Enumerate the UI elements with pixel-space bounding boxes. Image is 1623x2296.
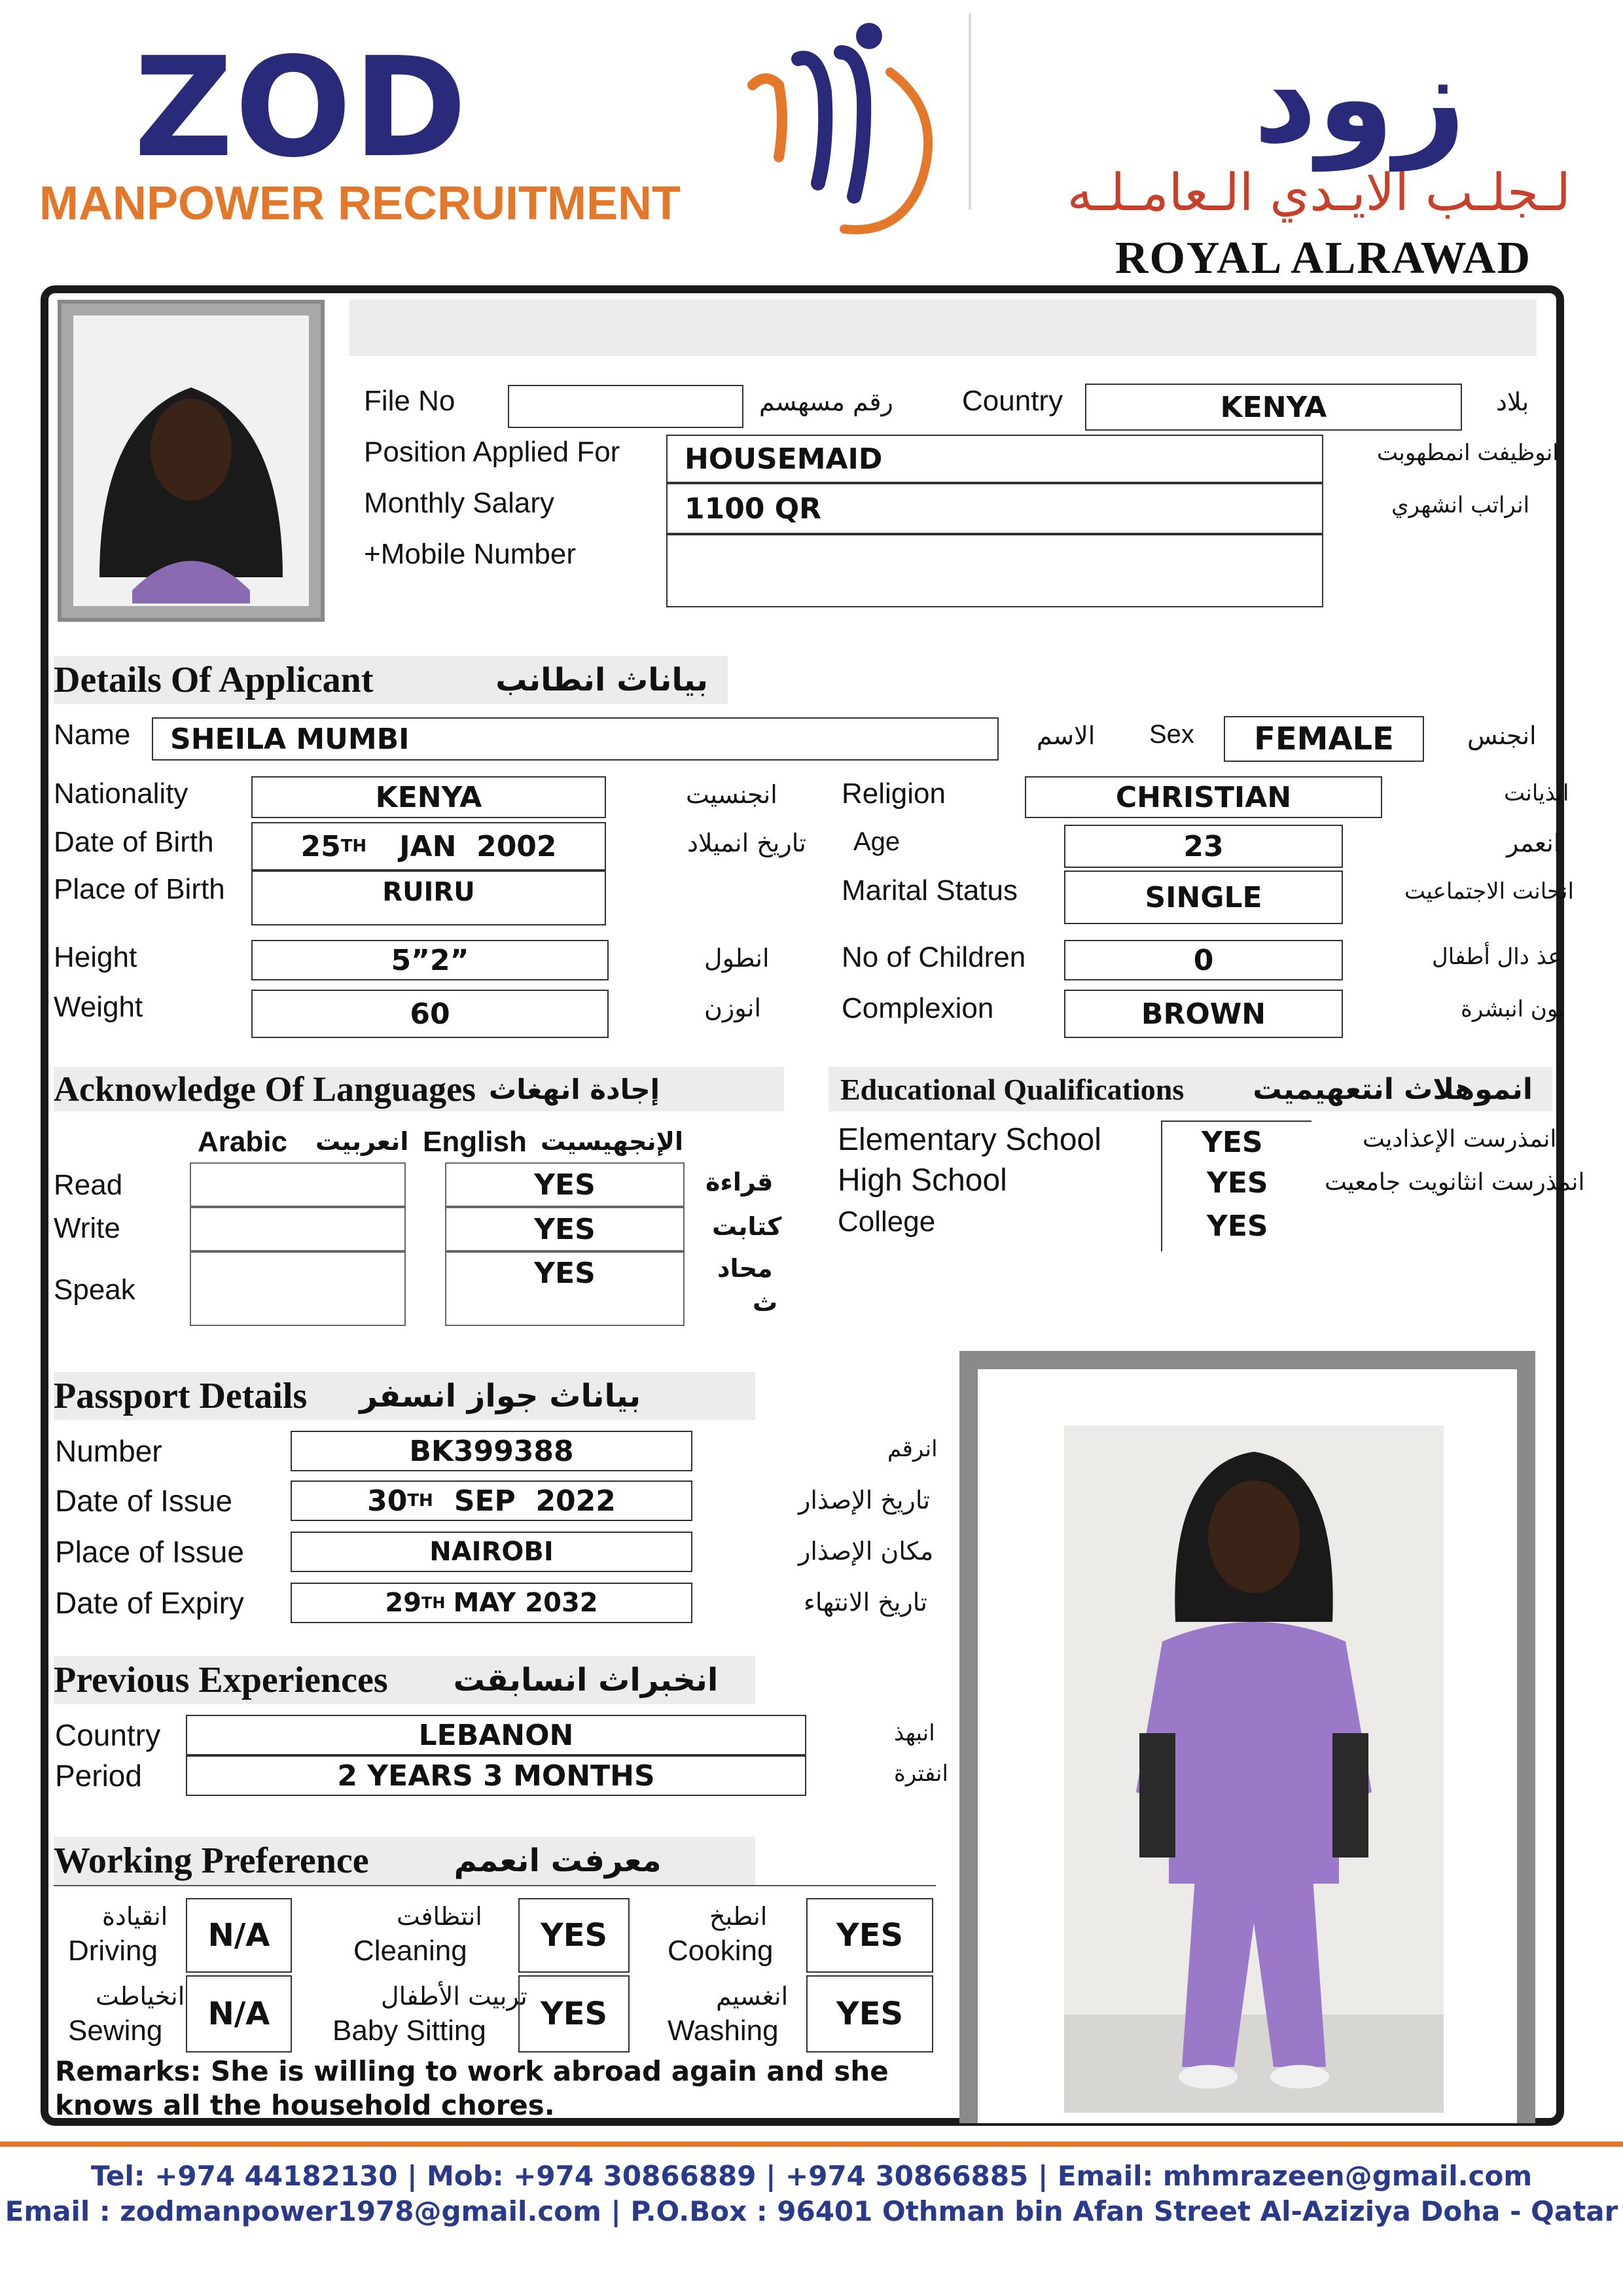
mobile-label: +Mobile Number bbox=[364, 538, 577, 570]
cleaning-value: YES bbox=[518, 1898, 630, 1973]
passport-issue-label: Date of Issue bbox=[55, 1484, 233, 1518]
driving-ar: انقيادة bbox=[102, 1902, 168, 1931]
dob-field bbox=[251, 822, 606, 870]
write-ar: كتابت bbox=[712, 1212, 782, 1241]
section-languages-title: Acknowledge Of Languages bbox=[54, 1069, 476, 1109]
section-applicant-title-ar: بياناث انطانب bbox=[495, 662, 708, 698]
experience-period-ar: انفترة bbox=[894, 1761, 948, 1787]
height-field: 5”2” bbox=[251, 940, 609, 980]
section-experience bbox=[54, 1656, 755, 1704]
read-ar: قراءة bbox=[705, 1168, 774, 1196]
weight-ar: انوزن bbox=[704, 994, 762, 1022]
speak-label: Speak bbox=[54, 1274, 135, 1306]
elementary-ar: انمذرست الإعذاديت bbox=[1363, 1126, 1557, 1153]
dob-day: 25 bbox=[300, 829, 341, 863]
salary-label: Monthly Salary bbox=[364, 487, 555, 519]
passport-number-label: Number bbox=[55, 1434, 162, 1468]
cooking-ar: انطبخ bbox=[709, 1902, 768, 1931]
passport-expiry-label: Date of Expiry bbox=[55, 1586, 244, 1620]
file-no-label: File No bbox=[364, 385, 455, 417]
arabic-header: Arabic bbox=[198, 1126, 287, 1158]
dob-month-year: JAN 2002 bbox=[399, 829, 557, 863]
section-education-title-ar: انموهلاث انتعهيميت bbox=[1253, 1072, 1533, 1106]
height-ar: انطول bbox=[704, 944, 770, 973]
pob-label: Place of Birth bbox=[54, 873, 225, 905]
high-school-label: High School bbox=[838, 1163, 1007, 1198]
name-field: SHEILA MUMBI bbox=[152, 717, 999, 761]
age-field: 23 bbox=[1064, 825, 1343, 868]
weight-label: Weight bbox=[54, 991, 143, 1023]
arabic-write-box bbox=[190, 1207, 406, 1251]
full-figure-icon bbox=[1064, 1426, 1444, 2113]
high-school-ar: انمذرست انثانويت جامعيت bbox=[1325, 1169, 1585, 1196]
section-languages bbox=[54, 1067, 784, 1111]
section-passport bbox=[54, 1372, 755, 1420]
section-applicant bbox=[54, 656, 728, 704]
complexion-ar: نون انبشرة bbox=[1461, 996, 1565, 1022]
english-write-box: YES bbox=[445, 1207, 685, 1251]
marital-ar: انحانت الاجتماعيت bbox=[1404, 878, 1574, 905]
file-no-field bbox=[508, 385, 743, 428]
country-label: Country bbox=[962, 385, 1063, 417]
section-applicant-title: Details Of Applicant bbox=[54, 660, 374, 700]
pob-field: RUIRU bbox=[251, 870, 606, 925]
write-label: Write bbox=[54, 1212, 120, 1244]
religion-field: CHRISTIAN bbox=[1025, 776, 1382, 818]
english-speak-box: YES bbox=[445, 1251, 685, 1326]
english-read-box: YES bbox=[445, 1162, 685, 1207]
baby-sitting-ar: تربيت الأطفال bbox=[381, 1982, 527, 2011]
sex-label: Sex bbox=[1149, 720, 1194, 749]
issue-month-year: SEP 2022 bbox=[454, 1484, 616, 1518]
remarks-line-1: Remarks: She is willing to work abroad again and she bbox=[55, 2055, 889, 2087]
passport-number-ar: انرقم bbox=[887, 1436, 938, 1462]
salary-ar: انراتب انشهري bbox=[1391, 492, 1530, 518]
cleaning-label: Cleaning bbox=[353, 1935, 467, 1967]
passport-expiry-ar: تاريخ الانتهاء bbox=[804, 1588, 927, 1617]
footer-contact-line-1: Tel: +974 44182130 | Mob: +974 30866889 | +974 30866885 | Email: mhmrazeen@gmail.com bbox=[90, 2160, 1533, 2192]
section-passport-title: Passport Details bbox=[54, 1376, 308, 1416]
applicant-photo-full bbox=[959, 1351, 1535, 2123]
baby-sitting-value: YES bbox=[518, 1975, 630, 2053]
passport-place-label: Place of Issue bbox=[55, 1535, 244, 1569]
position-ar: انوظيفت انمطهوبت bbox=[1377, 440, 1559, 466]
high-school-value: YES bbox=[1207, 1166, 1268, 1200]
wp-top-line bbox=[54, 1885, 936, 1886]
complexion-label: Complexion bbox=[842, 992, 994, 1024]
dob-suffix: TH bbox=[340, 836, 367, 856]
speak-ar-2: ث bbox=[753, 1288, 778, 1317]
experience-country-label: Country bbox=[55, 1718, 161, 1752]
nationality-field: KENYA bbox=[251, 776, 606, 818]
section-passport-title-ar: بياناث جواز انسفر bbox=[359, 1378, 641, 1414]
passport-number-field: BK399388 bbox=[291, 1431, 692, 1471]
sewing-label: Sewing bbox=[68, 2015, 163, 2047]
cooking-label: Cooking bbox=[668, 1935, 774, 1967]
expiry-suffix: TH bbox=[421, 1594, 446, 1612]
passport-issue-ar: تاريخ الإصذار bbox=[798, 1486, 931, 1515]
washing-label: Washing bbox=[668, 2015, 779, 2047]
issue-suffix: TH bbox=[407, 1491, 433, 1511]
experience-period-label: Period bbox=[55, 1759, 142, 1793]
experience-period-field: 2 YEARS 3 MONTHS bbox=[186, 1755, 806, 1796]
college-value: YES bbox=[1207, 1210, 1268, 1243]
washing-value: YES bbox=[806, 1975, 933, 2053]
elementary-value: YES bbox=[1202, 1126, 1263, 1159]
position-field: HOUSEMAID bbox=[666, 435, 1323, 483]
section-education-title: Educational Qualifications bbox=[840, 1072, 1185, 1106]
sewing-value: N/A bbox=[186, 1975, 292, 2053]
section-working-title-ar: معرفت انعمم bbox=[454, 1842, 662, 1879]
driving-label: Driving bbox=[68, 1935, 158, 1967]
brand-subtitle-en: MANPOWER RECRUITMENT bbox=[39, 177, 681, 230]
passport-place-ar: مكان الإصذار bbox=[798, 1537, 934, 1566]
sex-field: FEMALE bbox=[1224, 716, 1424, 762]
sewing-ar: انخياطت bbox=[96, 1982, 185, 2011]
mobile-field bbox=[666, 534, 1323, 607]
age-ar: انعمر bbox=[1507, 829, 1561, 857]
english-header: English bbox=[423, 1126, 527, 1158]
english-header-ar: الإنجهيسيت bbox=[541, 1127, 683, 1156]
remarks-line-2: knows all the household chores. bbox=[55, 2089, 555, 2121]
passport-issue-field bbox=[291, 1480, 692, 1521]
arabic-speak-box bbox=[190, 1251, 406, 1326]
read-label: Read bbox=[54, 1169, 123, 1201]
children-field: 0 bbox=[1064, 940, 1343, 980]
religion-label: Religion bbox=[842, 778, 946, 810]
religion-ar: انذيانت bbox=[1504, 780, 1569, 806]
footer-divider bbox=[0, 2142, 1623, 2147]
portrait-figure-icon bbox=[73, 315, 309, 603]
edu-divider-top bbox=[1161, 1121, 1311, 1122]
country-field: KENYA bbox=[1085, 384, 1462, 431]
passport-place-field: NAIROBI bbox=[291, 1532, 692, 1572]
cleaning-ar: انتظافت bbox=[397, 1902, 482, 1931]
experience-country-field: LEBANON bbox=[186, 1715, 806, 1755]
salary-field: 1100 QR bbox=[666, 483, 1323, 534]
dob-label: Date of Birth bbox=[54, 826, 214, 858]
expiry-day: 29 bbox=[385, 1588, 422, 1618]
top-gray-bar bbox=[349, 300, 1537, 356]
weight-field: 60 bbox=[251, 990, 609, 1038]
elementary-label: Elementary School bbox=[838, 1122, 1101, 1157]
brand-logo-ar: زود bbox=[1253, 26, 1466, 171]
section-experience-title-ar: انخبراث انسابقت bbox=[453, 1662, 719, 1698]
header-divider bbox=[969, 13, 972, 209]
nationality-ar: انجنسيت bbox=[686, 780, 777, 809]
children-label: No of Children bbox=[842, 941, 1026, 973]
footer-contact-line-2: Email : zodmanpower1978@gmail.com | P.O.Box : 96401 Othman bin Afan Street Al-Aziziya Doha - Qatar bbox=[5, 2195, 1618, 2227]
brand-emblem-icon bbox=[726, 13, 975, 255]
washing-ar: انغسيم bbox=[716, 1982, 789, 2011]
royal-alrawad-title: ROYAL ALRAWAD bbox=[1115, 233, 1531, 283]
marital-label: Marital Status bbox=[842, 874, 1018, 906]
age-label: Age bbox=[853, 827, 901, 856]
section-working bbox=[54, 1837, 755, 1885]
edu-divider-left bbox=[1161, 1121, 1162, 1251]
brand-logo-en: ZOD bbox=[134, 27, 469, 188]
file-no-ar: رقم مسهسم bbox=[759, 387, 893, 416]
name-label: Name bbox=[54, 719, 131, 751]
issue-day: 30 bbox=[367, 1484, 408, 1518]
height-label: Height bbox=[54, 941, 137, 973]
applicant-photo-portrait bbox=[58, 300, 325, 622]
name-ar: الاسم bbox=[1037, 721, 1096, 750]
cooking-value: YES bbox=[806, 1898, 933, 1973]
college-label: College bbox=[838, 1206, 936, 1238]
brand-subtitle-ar: لـجلـب الايـدي الـعامـلـه bbox=[1067, 164, 1571, 223]
dob-ar: تاريخ انميلاد bbox=[687, 829, 806, 857]
arabic-read-box bbox=[190, 1162, 406, 1207]
speak-ar-1: محاد bbox=[717, 1254, 773, 1283]
marital-field: SINGLE bbox=[1064, 870, 1343, 924]
section-languages-title-ar: إجادة انهغاث bbox=[489, 1073, 660, 1105]
baby-sitting-label: Baby Sitting bbox=[332, 2015, 486, 2047]
position-label: Position Applied For bbox=[364, 436, 620, 468]
section-working-title: Working Preference bbox=[54, 1840, 369, 1881]
nationality-label: Nationality bbox=[54, 778, 188, 810]
children-ar: عذ دال أطفال bbox=[1432, 944, 1561, 970]
sex-ar: انجنس bbox=[1467, 721, 1537, 750]
country-ar: بلاد bbox=[1496, 387, 1529, 416]
arabic-header-ar: انعربيت bbox=[315, 1127, 409, 1156]
section-experience-title: Previous Experiences bbox=[54, 1660, 388, 1700]
driving-value: N/A bbox=[186, 1898, 292, 1973]
section-education bbox=[829, 1067, 1552, 1111]
complexion-field: BROWN bbox=[1064, 990, 1343, 1038]
passport-expiry-field bbox=[291, 1583, 692, 1623]
expiry-month-year: MAY 2032 bbox=[453, 1588, 598, 1618]
experience-country-ar: انبهذ bbox=[894, 1720, 935, 1746]
